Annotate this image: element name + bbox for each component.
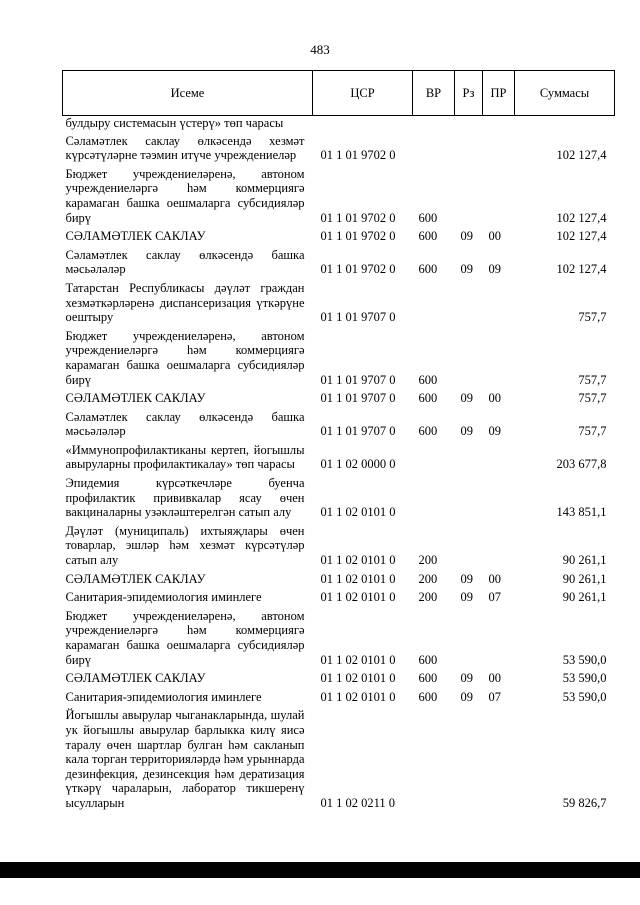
- cell-csr: 01 1 02 0101 0: [320, 571, 396, 586]
- cell-sum: 102 127,4: [556, 262, 607, 277]
- budget-table: [62, 70, 615, 813]
- cell-vr: 600: [418, 391, 438, 406]
- cell-name: Сәламәтлек саклау өлкәсендә хезмәт күрсәтүләрне тәэмин итүче учреждениеләр: [65, 133, 305, 163]
- cell-sum: 757,7: [578, 310, 607, 325]
- header-pr: ПР: [483, 71, 515, 116]
- cell-pr: 00: [488, 391, 501, 406]
- table-row: [63, 389, 615, 408]
- cell-pr: [483, 607, 515, 669]
- cell-name: Эпидемия күрсәткечләре буенча профилактик прививкалар ясау өчен вакциналарны узәкләштерелгән сатып алу: [65, 476, 305, 520]
- page-number: 483: [310, 42, 330, 57]
- cell-rz: 09: [460, 671, 473, 686]
- cell-vr: 600: [418, 652, 438, 667]
- table-row: [63, 570, 615, 589]
- cell-name: Бюджет учреждениеләренә, автоном учреждениеләргә һәм коммерциягә карамаган башка оешмаларга субсидияләр бирү: [65, 608, 305, 667]
- table-row: [63, 441, 615, 474]
- cell-sum: 143 851,1: [556, 505, 607, 520]
- cell-rz: 09: [460, 262, 473, 277]
- cell-name: Сәламәтлек саклау өлкәсендә башка мәсьәләләр: [65, 409, 305, 439]
- cell-pr: [483, 706, 515, 812]
- cell-name: Йогышлы авырулар чыганакларында, шулай ук йогышлы авырулар барлыкка килү яисә таралу өчен шартлар булган һәм сакланып кала торган территорияләрдә һәм урыннарда дезинфекция, дезинсекция һәм дератизация үткәрү чараларын, лаборатор тикшеренү ысулларын: [65, 708, 305, 810]
- cell-csr: 01 1 02 0101 0: [320, 590, 396, 605]
- table-header-row: [63, 71, 615, 116]
- cell-rz: [455, 327, 483, 389]
- cell-name: Бюджет учреждениеләренә, автоном учреждениеләргә һәм коммерциягә карамаган башка оешмаларга субсидияләр бирү: [65, 328, 305, 387]
- cell-rz: 09: [460, 571, 473, 586]
- cell-rz: [455, 474, 483, 522]
- table-row: [63, 327, 615, 389]
- cell-sum: 90 261,1: [562, 590, 607, 605]
- header-rz: Рз: [455, 71, 483, 116]
- table-row: [63, 246, 615, 279]
- cell-name: СӘЛАМӘТЛЕК САКЛАУ: [65, 391, 206, 406]
- cell-csr: 01 1 01 9707 0: [320, 310, 396, 325]
- cell-vr: 200: [418, 571, 438, 586]
- cell-name: Дәүләт (муниципаль) ихтыяҗлары өчен товарлар, эшләр һәм хезмәт күрсәтүләр сатып алу: [65, 523, 305, 568]
- table-row: [63, 408, 615, 441]
- cell-sum: 102 127,4: [556, 229, 607, 244]
- cell-vr: 600: [418, 262, 438, 277]
- cell-pr: [483, 474, 515, 522]
- cell-vr: 600: [418, 210, 438, 225]
- cell-vr: [413, 706, 455, 812]
- cell-sum: 53 590,0: [562, 671, 607, 686]
- cell-vr: 600: [418, 671, 438, 686]
- cell-csr: 01 1 01 9707 0: [320, 372, 396, 387]
- table-body: [63, 116, 615, 813]
- cell-sum: 757,7: [578, 372, 607, 387]
- cell-name: Татарстан Республикасы дәүләт граждан хезмәткәрләренә диспансеризация үткәрүне оештыру: [65, 280, 305, 325]
- cell-sum: 53 590,0: [562, 652, 607, 667]
- cell-csr: 01 1 01 9707 0: [320, 391, 396, 406]
- header-name: Исеме: [63, 71, 313, 116]
- cell-pr: [483, 165, 515, 227]
- cell-rz: [455, 706, 483, 812]
- table-row: [63, 688, 615, 707]
- cell-name: Санитария-эпидемиология иминлеге: [65, 689, 262, 704]
- cell-vr: [413, 279, 455, 327]
- cell-pr: [483, 279, 515, 327]
- cell-vr: 200: [418, 553, 438, 568]
- cell-sum: 102 127,4: [556, 210, 607, 225]
- table-row: [63, 522, 615, 570]
- cell-pr: 07: [488, 689, 501, 704]
- table-row: [63, 279, 615, 327]
- cell-vr: 200: [418, 590, 438, 605]
- table-row: [63, 588, 615, 607]
- table-row: [63, 706, 615, 812]
- cell-name: Санитария-эпидемиология иминлеге: [65, 590, 262, 605]
- cell-pr: [483, 522, 515, 570]
- cell-name: Бюджет учреждениеләренә, автоном учреждениеләргә һәм коммерциягә карамаган башка оешмаларга субсидияләр бирү: [65, 166, 305, 225]
- table-row: [63, 165, 615, 227]
- cell-name: Сәламәтлек саклау өлкәсендә башка мәсьәләләр: [65, 247, 305, 277]
- cell-vr: 600: [418, 229, 438, 244]
- cell-vr: 600: [418, 689, 438, 704]
- cell-pr: 00: [488, 671, 501, 686]
- cell-sum: 59 826,7: [562, 795, 607, 810]
- cell-sum: 757,7: [578, 391, 607, 406]
- scan-edge-bar: [0, 862, 640, 878]
- cell-pr: 09: [488, 424, 501, 439]
- cell-rz: 09: [460, 391, 473, 406]
- cell-rz: [455, 607, 483, 669]
- cell-csr: 01 1 02 0101 0: [320, 671, 396, 686]
- table-row: [63, 607, 615, 669]
- cell-name: «Иммунопрофилактиканы кертеп, йогышлы авыруларны профилактикалау» төп чарасы: [65, 442, 305, 472]
- cell-csr: 01 1 01 9707 0: [320, 424, 396, 439]
- cell-rz: 09: [460, 689, 473, 704]
- cell-vr: 600: [418, 372, 438, 387]
- table-row: [63, 227, 615, 246]
- cell-csr: 01 1 02 0211 0: [320, 795, 396, 810]
- cell-sum: 90 261,1: [562, 571, 607, 586]
- cell-name: СӘЛАМӘТЛЕК САКЛАУ: [65, 671, 206, 686]
- cell-pr: 00: [488, 571, 501, 586]
- header-csr: ЦСР: [313, 71, 413, 116]
- table-row: [63, 474, 615, 522]
- cell-csr: 01 1 02 0000 0: [320, 457, 396, 472]
- table-row: [63, 669, 615, 688]
- header-sum: Суммасы: [515, 71, 615, 116]
- cell-csr: 01 1 01 9702 0: [320, 229, 396, 244]
- header-vr: ВР: [413, 71, 455, 116]
- cell-sum: 203 677,8: [556, 457, 607, 472]
- cell-rz: 09: [460, 229, 473, 244]
- cell-rz: [455, 132, 483, 165]
- cell-vr: [413, 441, 455, 474]
- cell-rz: [455, 441, 483, 474]
- cell-rz: [455, 279, 483, 327]
- cell-pr: [483, 132, 515, 165]
- cell-csr: 01 1 02 0101 0: [320, 689, 396, 704]
- continuation-row: [63, 116, 615, 132]
- cell-csr: 01 1 02 0101 0: [320, 505, 396, 520]
- cell-rz: 09: [460, 590, 473, 605]
- cell-pr: 07: [488, 590, 501, 605]
- cell-rz: 09: [460, 424, 473, 439]
- cell-csr: 01 1 02 0101 0: [320, 652, 396, 667]
- cell-vr: [413, 474, 455, 522]
- continuation-text: булдыру системасын үстерү» төп чарасы: [65, 116, 284, 130]
- cell-pr: 09: [488, 262, 501, 277]
- cell-sum: 53 590,0: [562, 689, 607, 704]
- cell-name: СӘЛАМӘТЛЕК САКЛАУ: [65, 571, 206, 586]
- cell-vr: [413, 132, 455, 165]
- cell-pr: [483, 327, 515, 389]
- cell-vr: 600: [418, 424, 438, 439]
- cell-csr: 01 1 01 9702 0: [320, 148, 396, 163]
- cell-pr: [483, 441, 515, 474]
- cell-csr: 01 1 02 0101 0: [320, 553, 396, 568]
- cell-csr: 01 1 01 9702 0: [320, 262, 396, 277]
- cell-sum: 90 261,1: [562, 553, 607, 568]
- cell-rz: [455, 165, 483, 227]
- table-row: [63, 132, 615, 165]
- cell-csr: 01 1 01 9702 0: [320, 210, 396, 225]
- cell-sum: 102 127,4: [556, 148, 607, 163]
- cell-rz: [455, 522, 483, 570]
- cell-sum: 757,7: [578, 424, 607, 439]
- cell-name: СӘЛАМӘТЛЕК САКЛАУ: [65, 229, 206, 244]
- cell-pr: 00: [488, 229, 501, 244]
